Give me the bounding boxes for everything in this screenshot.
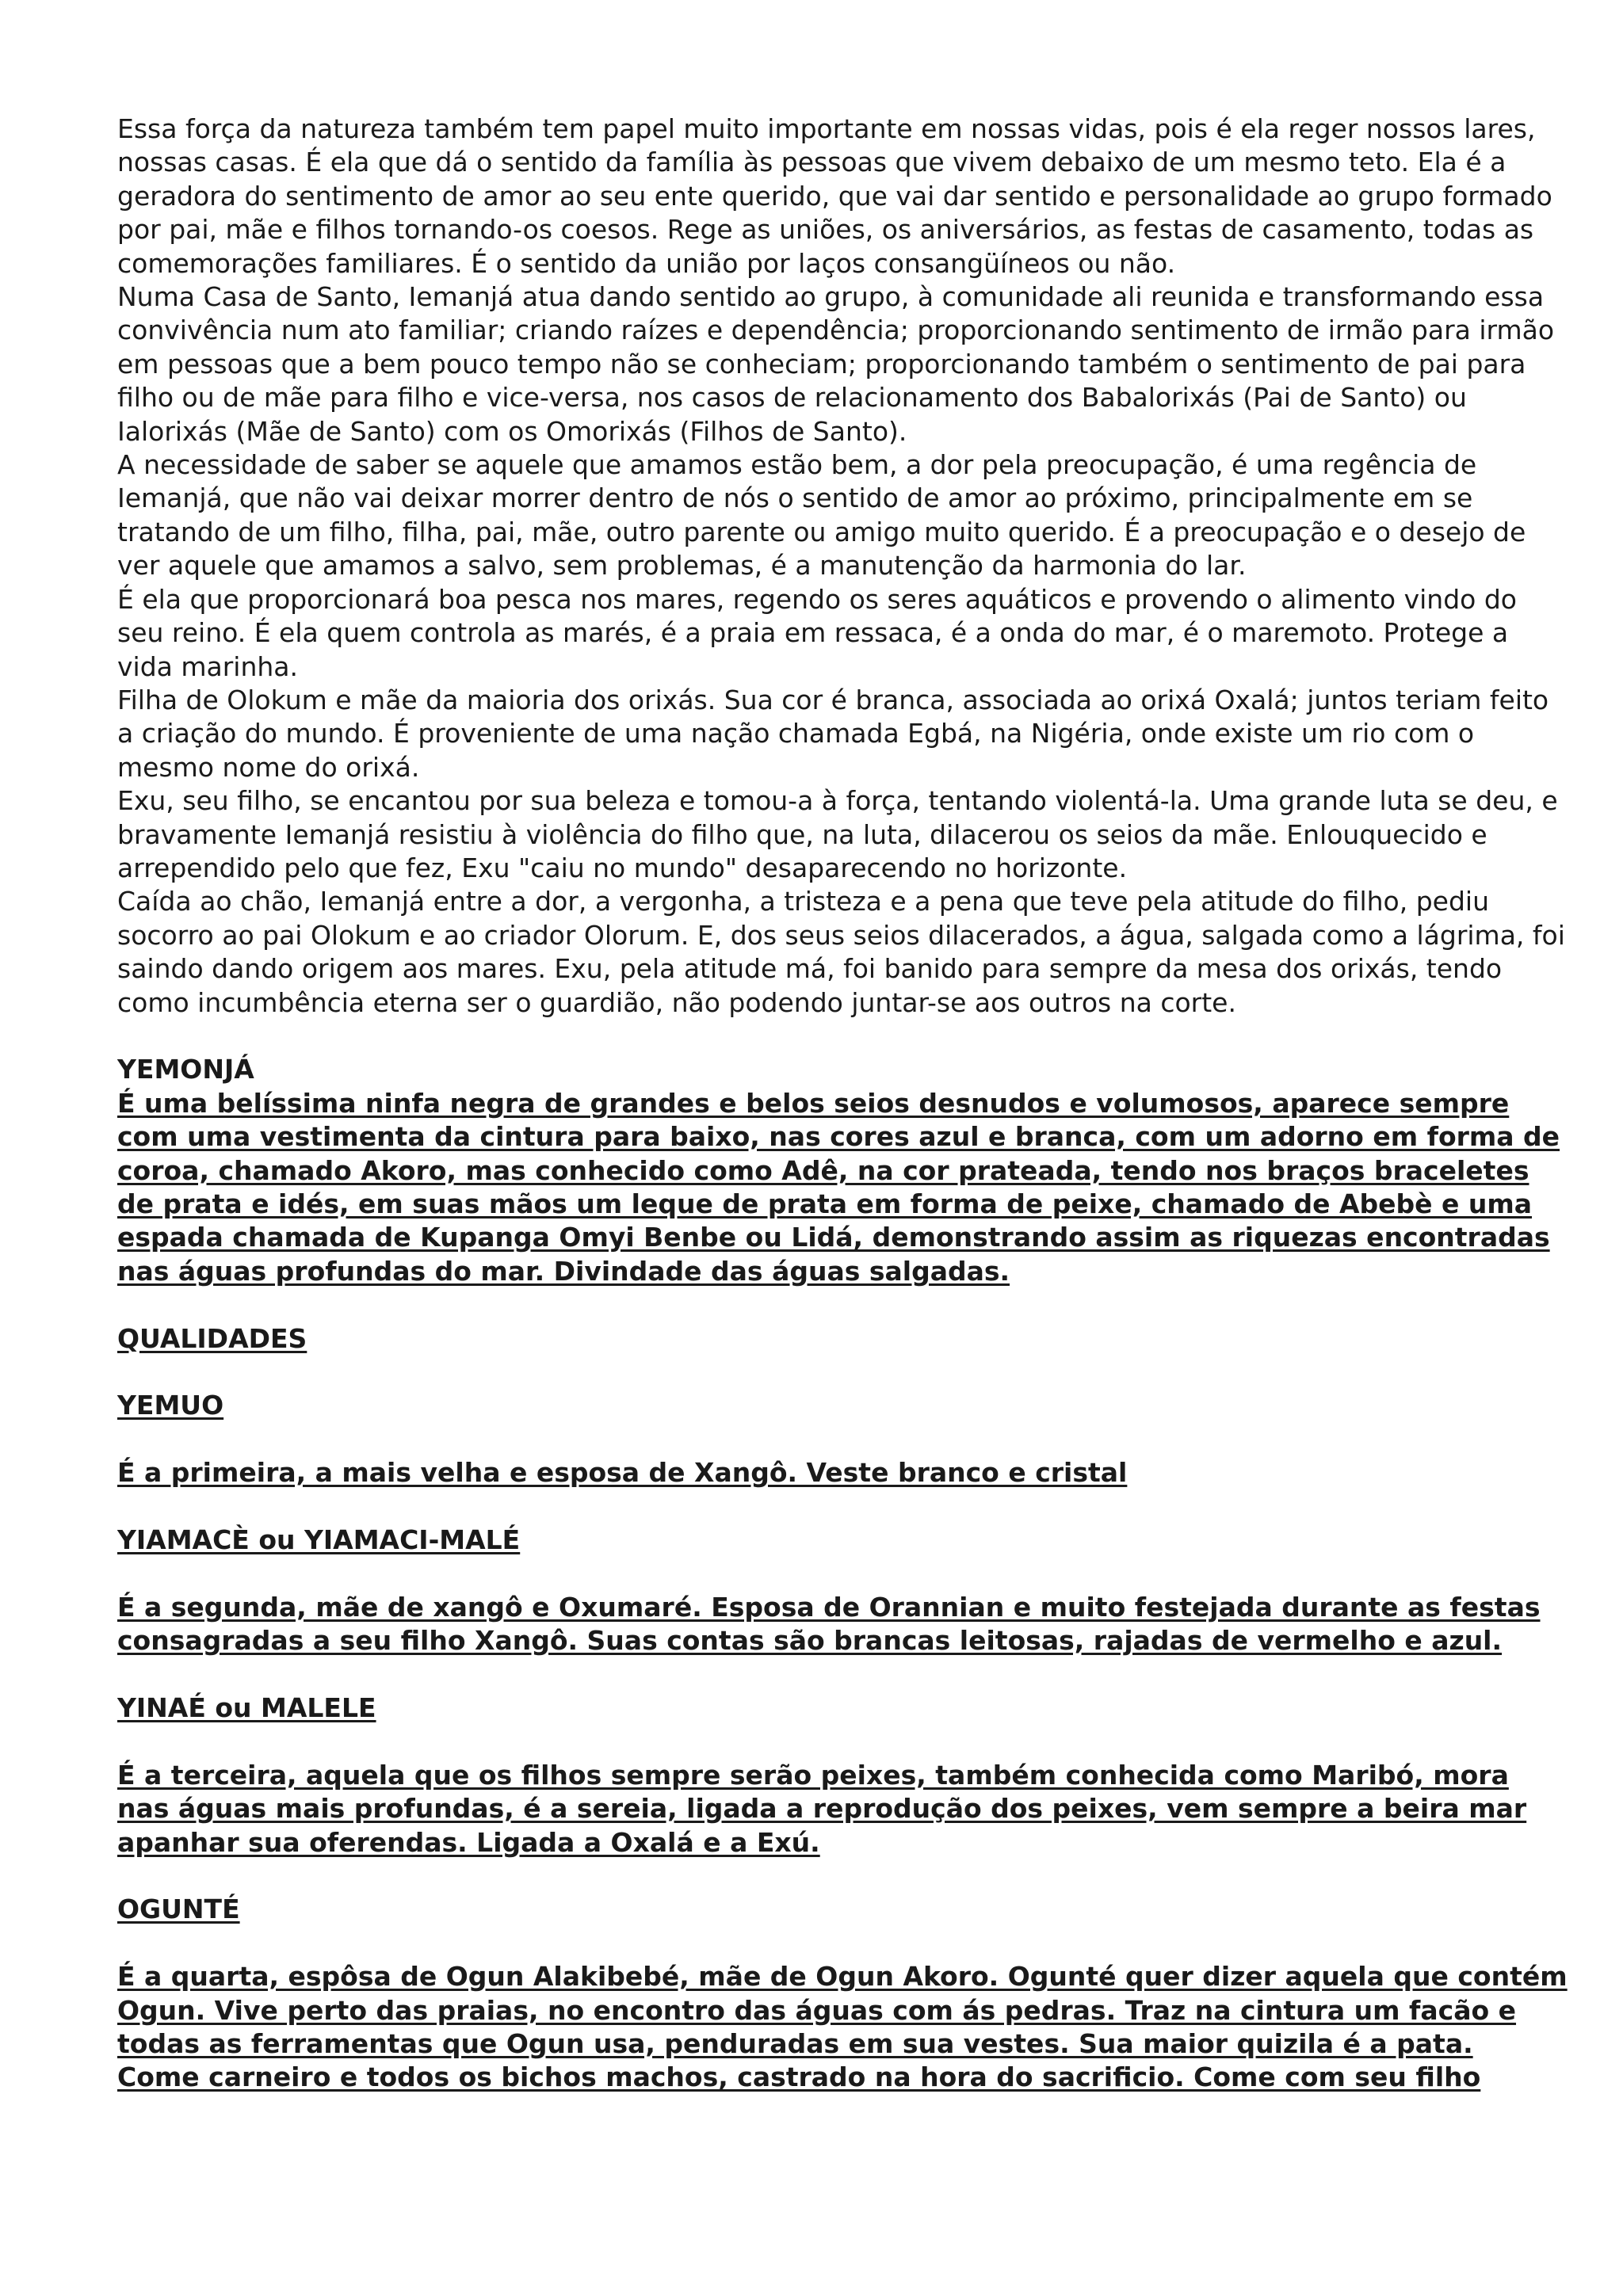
- yemonja-heading: YEMONJÁ: [117, 1054, 254, 1085]
- yemonja-description: É uma belíssima ninfa negra de grandes e belos seios desnudos e volumosos, aparece sempre com uma vestimenta da cintura para baixo, nas cores azul e branca, com um adorno em forma de coroa, chamado Akoro, mas conhecido como Adê, na cor prateada, tendo nos braços braceletes de prata e idés, em suas mãos um leque de prata em forma de peixe, chamado de Abebè e uma espada chamada de Kupanga Omyi Benbe ou Lidá, demonstrando assim as riquezas encontradas nas águas profundas do mar. Divindade das águas salgadas.: [117, 1087, 1560, 1287]
- spacer: [117, 1557, 1568, 1590]
- spacer: [117, 1020, 1568, 1053]
- spacer: [117, 1356, 1568, 1389]
- spacer: [117, 1725, 1568, 1758]
- intro-paragraph-6: Exu, seu filho, se encantou por sua beleza e tomou-a à força, tentando violentá-la. Uma grande luta se deu, e bravamente Iemanjá resistiu à violência do filho que, na luta, dilacerou os seios da mãe. Enlouquecido e arrependido pelo que fez, Exu "caiu no mundo" desaparecendo no horizonte.: [117, 785, 1558, 883]
- qualidades-section: [117, 1322, 1568, 2095]
- yemonja-section: [117, 1053, 1568, 1288]
- intro-section: [117, 113, 1568, 1020]
- quality-extra-ogunte: Come carneiro e todos os bichos machos, castrado na hora do sacrificio. Come com seu filho: [117, 2061, 1481, 2093]
- quality-text-ogunte: É a quarta, espôsa de Ogun Alakibebé, mãe de Ogun Akoro. Ogunté quer dizer aquela que contém Ogun. Vive perto das praias, no encontro das águas com ás pedras. Traz na cintura um facão e todas as ferramentas que Ogun usa, penduradas em sua vestes. Sua maior quizila é a pata.: [117, 1961, 1568, 2059]
- spacer: [117, 1658, 1568, 1691]
- quality-title-yinae: YINAÉ ou MALELE: [117, 1691, 376, 1723]
- quality-title-yiamace: YIAMACÈ ou YIAMACI-MALÉ: [117, 1524, 521, 1555]
- spacer: [117, 1490, 1568, 1524]
- intro-paragraph-2: Numa Casa de Santo, Iemanjá atua dando sentido ao grupo, à comunidade ali reunida e transformando essa convivência num ato familiar; criando raízes e dependência; proporcionando sentimento de irmão para irmão em pessoas que a bem pouco tempo não se conheciam; proporcionando também o sentimento de pai para filho ou de mãe para filho e vice-versa, nos casos de relacionamento dos Babalorixás (Pai de Santo) ou Ialorixás (Mãe de Santo) com os Omorixás (Filhos de Santo).: [117, 281, 1555, 447]
- quality-title-ogunte: OGUNTÉ: [117, 1894, 240, 1925]
- spacer: [117, 1859, 1568, 1893]
- quality-title-yemuo: YEMUO: [117, 1390, 224, 1421]
- intro-paragraph-1: Essa força da natureza também tem papel muito importante em nossas vidas, pois é ela reger nossos lares, nossas casas. É ela que dá o sentido da família às pessoas que vivem debaixo de um mesmo teto. Ela é a geradora do sentimento de amor ao seu ente querido, que vai dar sentido e personalidade ao grupo formado por pai, mãe e filhos tornando-os coesos. Rege as uniões, os aniversários, as festas de casamento, todas as comemorações familiares. É o sentido da união por laços consangüíneos ou não.: [117, 113, 1552, 279]
- spacer: [117, 1927, 1568, 1960]
- qualidades-heading: QUALIDADES: [117, 1322, 307, 1354]
- quality-text-yiamace: É a segunda, mãe de xangô e Oxumaré. Esposa de Orannian e muito festejada durante as festas consagradas a seu filho Xangô. Suas contas são brancas leitosas, rajadas de vermelho e azul.: [117, 1591, 1541, 1657]
- intro-paragraph-4: É ela que proporcionará boa pesca nos mares, regendo os seres aquáticos e provendo o alimento vindo do seu reino. É ela quem controla as marés, é a praia em ressaca, é a onda do mar, é o maremoto. Protege a vida marinha.: [117, 583, 1517, 682]
- spacer: [117, 1288, 1568, 1322]
- quality-text-yinae: É a terceira, aquela que os filhos sempre serão peixes, também conhecida como Maribó, mora nas águas mais profundas, é a sereia, ligada a reprodução dos peixes, vem sempre a beira mar apanhar sua oferendas. Ligada a Oxalá e a Exú.: [117, 1759, 1527, 1858]
- spacer: [117, 1423, 1568, 1456]
- intro-paragraph-3: A necessidade de saber se aquele que amamos estão bem, a dor pela preocupação, é uma regência de Iemanjá, que não vai deixar morrer dentro de nós o sentido de amor ao próximo, principalmente em se tratando de um filho, filha, pai, mãe, outro parente ou amigo muito querido. É a preocupação e o desejo de ver aquele que amamos a salvo, sem problemas, é a manutenção da harmonia do lar.: [117, 449, 1526, 582]
- quality-text-yemuo: É a primeira, a mais velha e esposa de Xangô. Veste branco e cristal: [117, 1457, 1128, 1489]
- intro-paragraph-5: Filha de Olokum e mãe da maioria dos orixás. Sua cor é branca, associada ao orixá Oxalá; juntos teriam feito a criação do mundo. É proveniente de uma nação chamada Egbá, na Nigéria, onde existe um rio com o mesmo nome do orixá.: [117, 684, 1549, 783]
- document-page: [117, 113, 1568, 2095]
- intro-paragraph-7: Caída ao chão, Iemanjá entre a dor, a vergonha, a tristeza e a pena que teve pela atitude do filho, pediu socorro ao pai Olokum e ao criador Olorum. E, dos seus seios dilacerados, a água, salgada como a lágrima, foi saindo dando origem aos mares. Exu, pela atitude má, foi banido para sempre da mesa dos orixás, tendo como incumbência eterna ser o guardião, não podendo juntar-se aos outros na corte.: [117, 886, 1565, 1018]
